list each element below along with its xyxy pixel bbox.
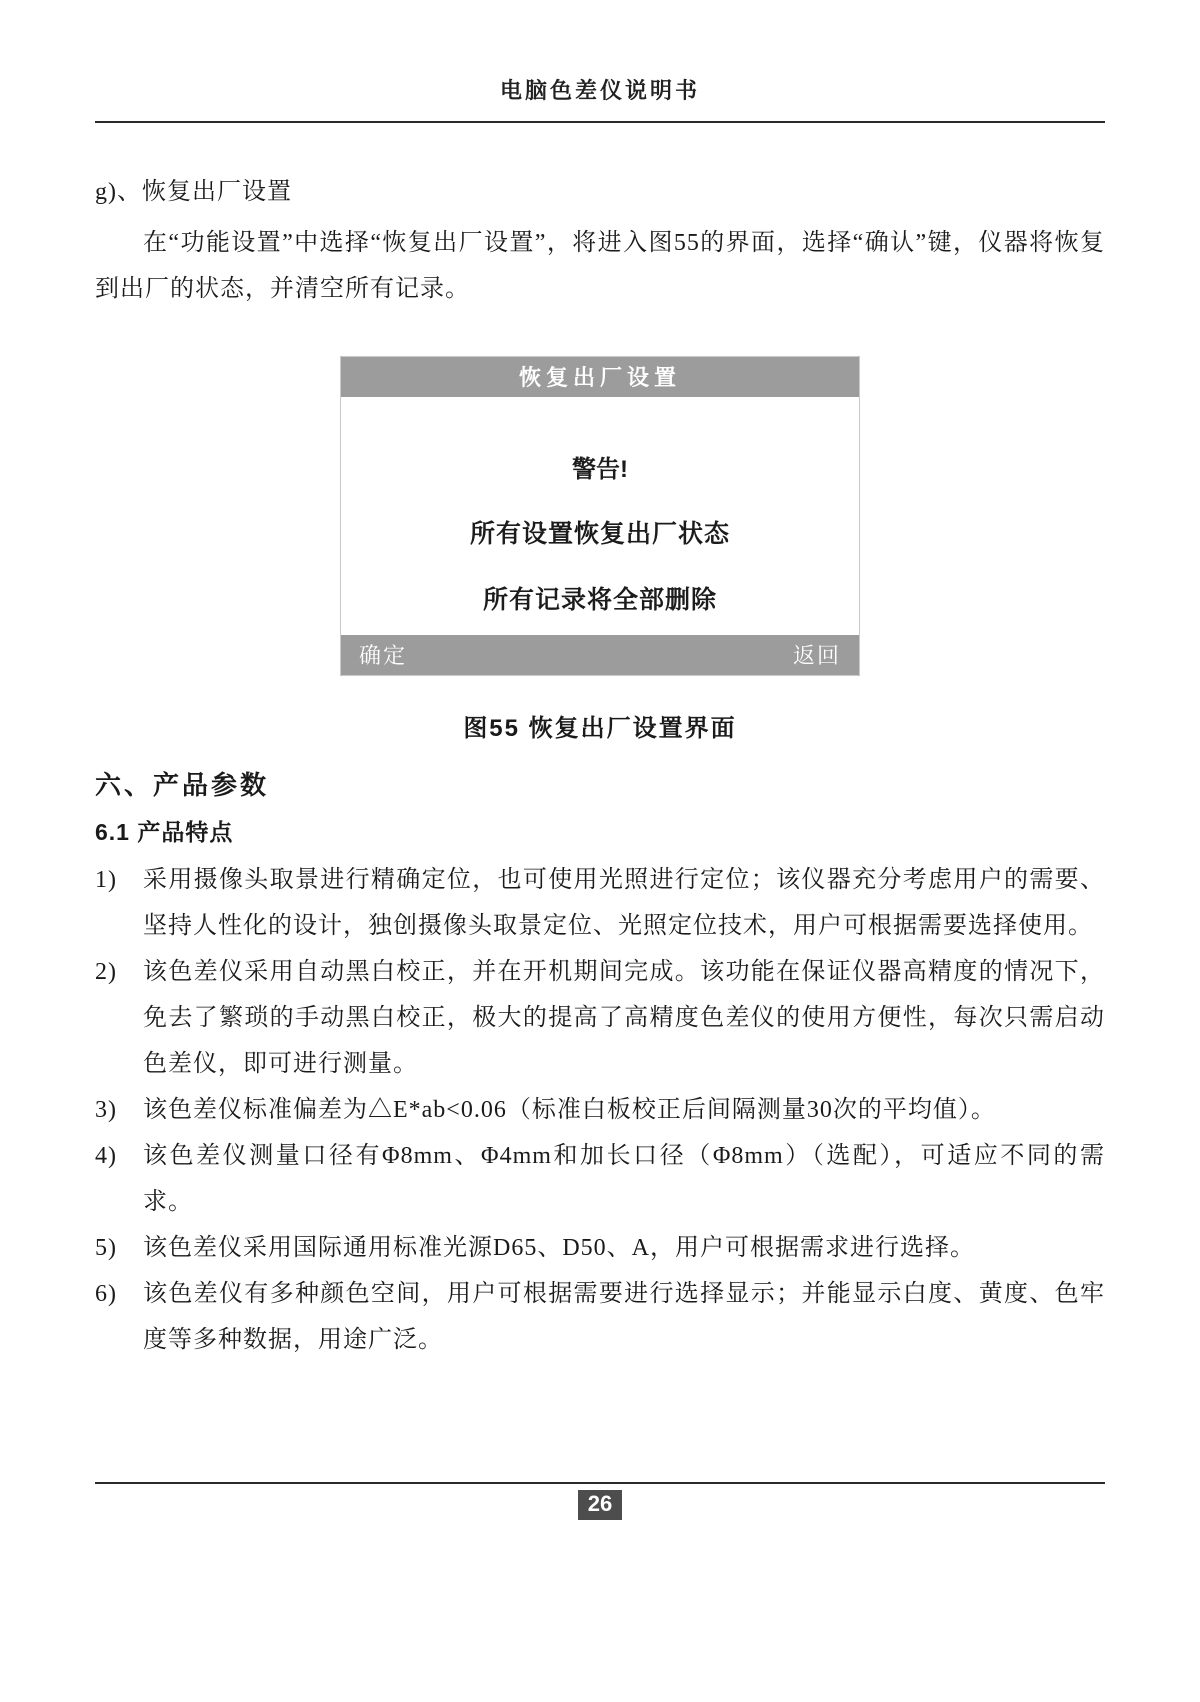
section-g-paragraph: 在“功能设置”中选择“恢复出厂设置”，将进入图55的界面，选择“确认”键，仪器将恢复到出厂的状态，并清空所有记录。 [95,230,1105,302]
document-header-title: 电脑色差仪说明书 [499,78,700,103]
list-item-text: 该色差仪测量口径有Φ8mm、Φ4mm和加长口径（Φ8mm）（选配），可适应不同的需求。 [143,1143,1105,1215]
screen-titlebar: 恢复出厂设置 [341,357,859,397]
list-item [95,1087,1105,1133]
figure-caption: 图55 恢复出厂设置界面 [463,715,737,742]
list-item-number: 5) [95,1235,117,1261]
screen-bottombar [341,635,859,675]
feature-list [95,857,1105,1363]
section-6-heading: 六、产品参数 [95,770,270,800]
list-item-text: 采用摄像头取景进行精确定位，也可使用光照进行定位；该仪器充分考虑用户的需要、坚持人性化的设计，独创摄像头取景定位、光照定位技术，用户可根据需要选择使用。 [143,867,1105,939]
list-item-text: 该色差仪采用自动黑白校正，并在开机期间完成。该功能在保证仪器高精度的情况下，免去了繁琐的手动黑白校正，极大的提高了高精度色差仪的使用方便性，每次只需启动色差仪，即可进行测量。 [143,959,1105,1077]
screen-message-line-2: 所有记录将全部删除 [482,586,717,614]
page-footer [95,1482,1105,1520]
list-item [95,857,1105,949]
list-item [95,1225,1105,1271]
list-item [95,1133,1105,1225]
list-item-number: 1) [95,867,117,893]
screen-warning-text: 警告! [572,456,628,483]
figure-55 [95,356,1105,743]
footer-divider [95,1482,1105,1484]
screen-body [341,397,859,635]
list-item [95,1271,1105,1363]
list-item-number: 4) [95,1143,117,1169]
list-item-number: 6) [95,1281,117,1307]
list-item-number: 2) [95,959,117,985]
header-divider [95,121,1105,123]
section-g-heading: g)、恢复出厂设置 [95,179,292,205]
page-number: 26 [578,1490,622,1520]
device-screen-illustration [340,356,860,676]
section-6-1-subheading: 6.1 产品特点 [95,819,234,845]
list-item-text: 该色差仪有多种颜色空间，用户可根据需要进行选择显示；并能显示白度、黄度、色牢度等多种数据，用途广泛。 [143,1281,1105,1353]
list-item-text: 该色差仪采用国际通用标准光源D65、D50、A，用户可根据需求进行选择。 [143,1235,975,1261]
screen-back-button: 返回 [792,643,841,668]
screen-confirm-button: 确定 [359,643,408,668]
list-item [95,949,1105,1087]
list-item-text: 该色差仪标准偏差为△E*ab<0.06（标准白板校正后间隔测量30次的平均值）。 [143,1097,996,1123]
list-item-number: 3) [95,1097,117,1123]
screen-message-line-1: 所有设置恢复出厂状态 [469,520,730,548]
